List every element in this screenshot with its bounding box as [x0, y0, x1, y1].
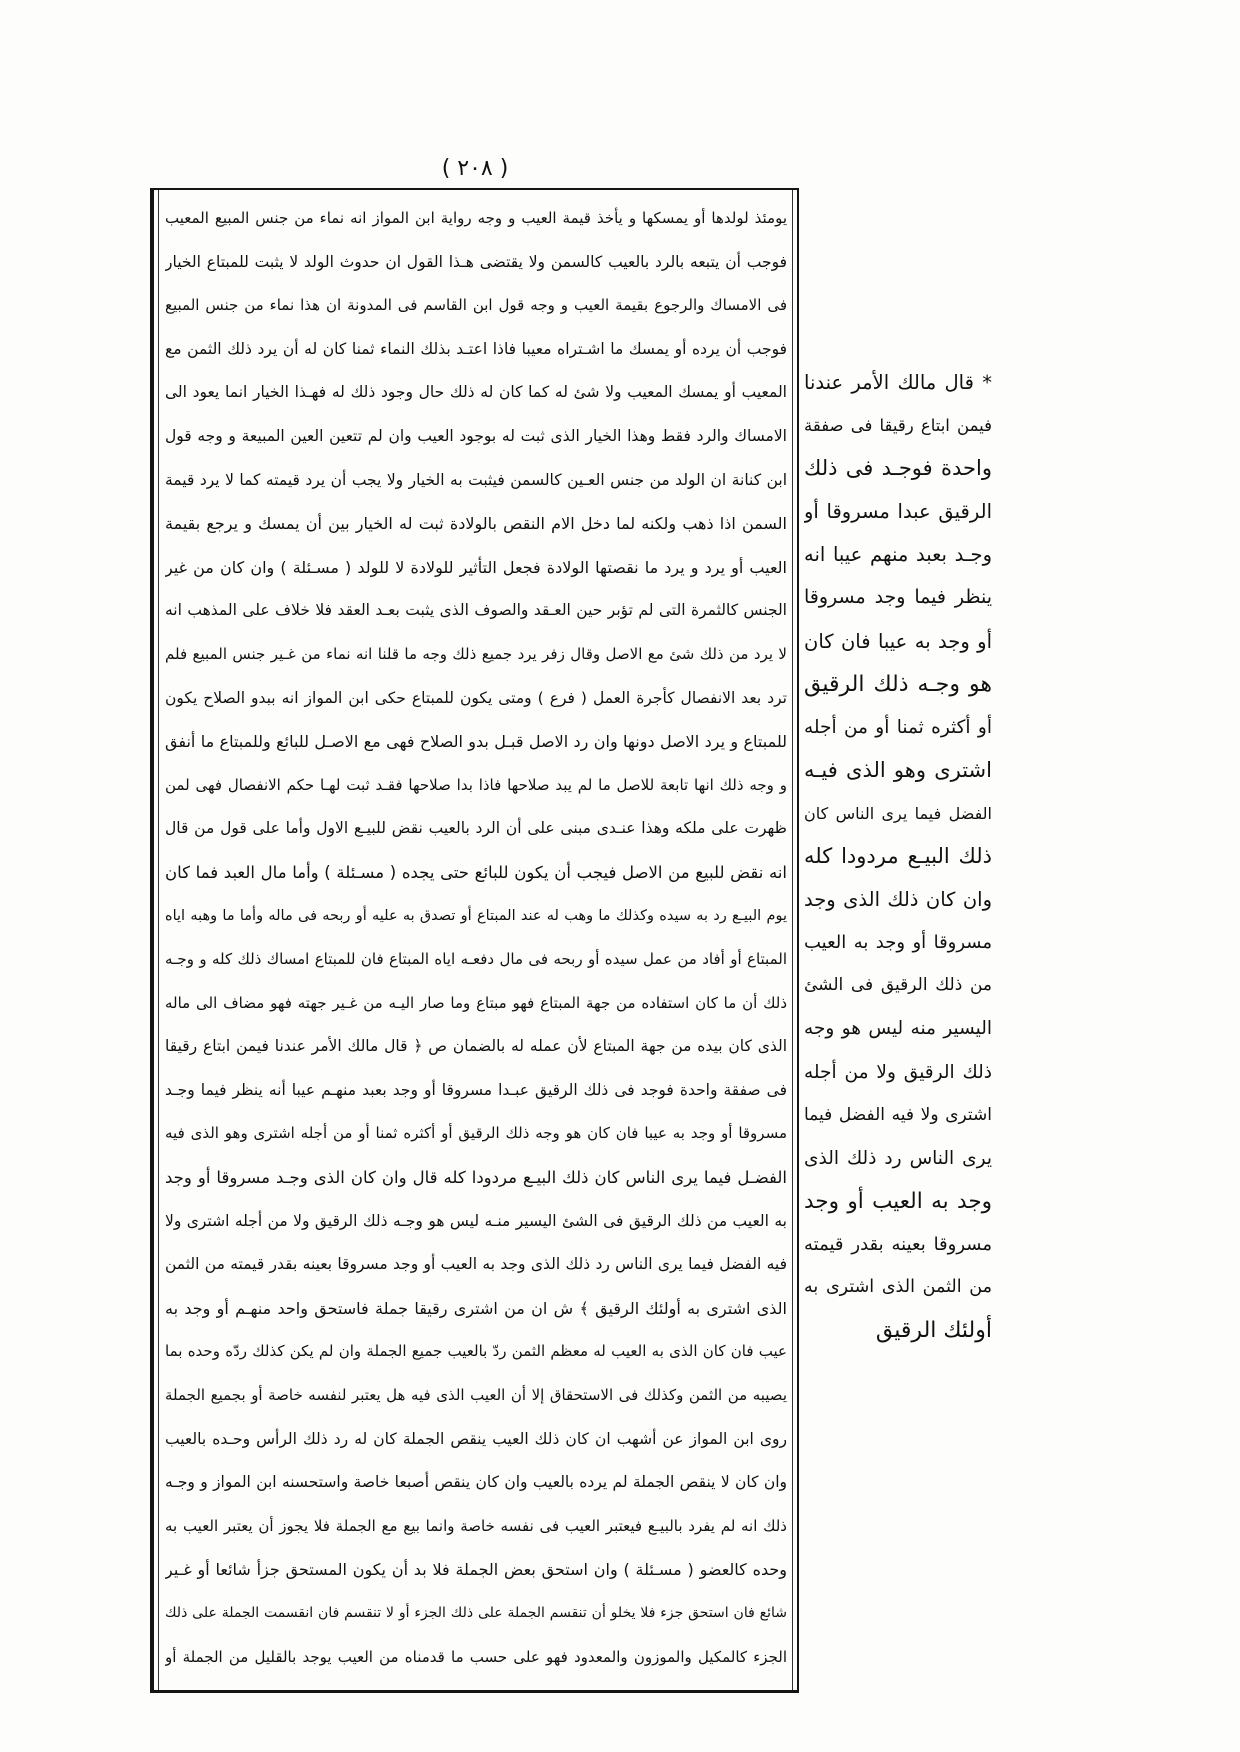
margin-note-line	[804, 1309, 992, 1352]
page-number: ( ٢٠٨ )	[441, 156, 509, 181]
text-line-content: فوجب أن يتبعه بالرد بالعيب كالسمن ولا يقتضى هـذا القول ان حدوث الولد لا يثبت للمبتاع الخيار	[165, 252, 787, 271]
text-line	[165, 807, 787, 851]
text-line-content: فى صفقة واحدة فوجد فى ذلك الرقيق عبـدا مسروقا أو وجد بعبد منهـم عيبا أنه ينظر فيما وجـد	[165, 1080, 787, 1099]
margin-note-line	[804, 964, 992, 1007]
margin-note-line	[804, 1180, 992, 1223]
margin-note-line	[804, 835, 992, 878]
text-line-content: عيب فان كان الذى به العيب له معظم الثمن ردّ بالعيب جميع الجملة وان لم يكن كذلك ردّه وحده بما	[165, 1342, 787, 1361]
margin-note-line	[804, 749, 992, 792]
text-line	[165, 1374, 787, 1418]
text-line	[165, 546, 787, 590]
text-line-content: انه نقض للبيع من الاصل فيجب أن يكون للبائع حتى يجده ( مسـئلة ) وأما مال العبد فما كان	[165, 862, 787, 882]
margin-note-line-content: ينظر فيما وجد مسروقا	[804, 586, 992, 609]
text-line-content: وان كان لا ينقص الجملة لم يرده بالعيب وان كان ينقص أصبعا خاصة واستحسنه ابن المواز و وجـه	[165, 1473, 787, 1492]
margin-note-line	[804, 663, 992, 706]
margin-note-line	[804, 1007, 992, 1050]
text-line-content: فوجب أن يرده أو يمسك ما اشـتراه معيبا فاذا اعتـد بذلك النماء ثمنا كان له أن يرد ذلك الثمن مع	[165, 339, 787, 358]
text-line	[165, 241, 787, 285]
text-line	[165, 1330, 787, 1374]
text-line	[165, 1548, 787, 1592]
text-line-content: الجنس كالثمرة التى لم تؤبر حين العـقد والصوف الذى يثبت بعـد العقد فلا خلاف على المذهب انه	[165, 601, 787, 620]
text-line-content: ابن كنانة ان الولد من جنس العـين كالسمن فيثبت به الخيار ولا يجب أن يرد قيمته كما لا يرد قيمة	[165, 470, 787, 489]
text-line	[165, 938, 787, 982]
text-line-content: المبتاع أو أفاد من عمل سيده أو ربحه فى مال دفعـه اياه المبتاع فان للمبتاع امساك ذلك كله و وجـه	[165, 950, 787, 969]
margin-note-line	[804, 1137, 992, 1180]
margin-note-line-content: هو وجـه ذلك الرقيق	[804, 671, 992, 697]
margin-note-line-content: اشترى ولا فيه الفضل فيما	[804, 1104, 992, 1125]
text-line-content: ترد بعد الانفصال كأجرة العمل ( فرع ) ومتى يكون للمبتاع حكى ابن المواز انه ببدو الصلاح يكون	[165, 688, 787, 707]
margin-note-line-content: الرقيق عبدا مسروقا أو	[804, 500, 992, 524]
text-line	[165, 677, 787, 721]
text-line-content: روى ابن المواز عن أشهب ان كان ذلك العيب ينقص الجملة كان له رد ذلك الرأس وحـده بالعيب	[165, 1429, 787, 1448]
margin-note-line	[804, 533, 992, 576]
text-line-content: ذلك انه لم يفرد بالبيـع فيعتبر العيب فى نفسه خاصة وانما بيع مع الجملة فلا يجوز أن يعتبر العيب به	[165, 1516, 787, 1535]
margin-note-line-content: مسروقا بعينه بقدر قيمته	[804, 1233, 992, 1255]
margin-note-line	[804, 576, 992, 619]
text-line-content: به العيب من ذلك الرقيق فى الشئ اليسير منـه ليس هو وجـه ذلك الرقيق ولا من أجله اشترى ولا	[165, 1211, 787, 1230]
text-line	[165, 1287, 787, 1331]
margin-note-line	[804, 921, 992, 964]
margin-note-line-content: أو أكثره ثمنا أو من أجله	[804, 716, 992, 738]
text-line	[165, 764, 787, 808]
text-line-content: السمن اذا ذهب ولكنه لما دخل الام النقص بالولادة ثبت له الخيار بين أن يمسك و يرجع بقيمة	[165, 514, 787, 534]
text-line	[165, 589, 787, 633]
margin-note-line-content: يرى الناس رد ذلك الذى	[804, 1147, 992, 1169]
margin-note-line-content: مسروقا أو وجد به العيب	[804, 932, 992, 954]
margin-note-line-content: ذلك البيـع مردودا كله	[804, 844, 992, 869]
margin-note-line	[804, 490, 992, 533]
text-line	[165, 284, 787, 328]
margin-note-line	[804, 1094, 992, 1137]
text-line-content: ذلك أن ما كان استفاده من جهة المبتاع فهو مبتاع وما صار اليـه من غـير جهته فهو مضاف الى ماله	[165, 993, 787, 1012]
text-line	[165, 1592, 787, 1636]
text-line	[165, 415, 787, 459]
text-line-content: المعيب أو يمسك المعيب ولا شئ له كما كان له ذلك حال وجود ذلك له فهـذا الخيار انما يعود الى	[165, 383, 787, 402]
margin-note-line	[804, 1266, 992, 1309]
margin-note-column	[804, 361, 992, 1352]
margin-note-line	[804, 1051, 992, 1094]
text-line-content: فى الامساك والرجوع بقيمة العيب و وجه قول ابن القاسم فى المدونة ان هذا نماء من جنس المبيع	[165, 296, 787, 315]
margin-note-line	[804, 706, 992, 749]
text-line-content: مسروقا أو وجد به عيبا فان كان هو وجه ذلك الرقيق أو أكثره ثمنا أو من أجله اشترى وهو الذى فيه	[165, 1124, 787, 1143]
text-line	[165, 1156, 787, 1200]
text-line	[165, 459, 787, 503]
margin-note-line-content: اليسير منه ليس هو وجه	[804, 1018, 992, 1040]
margin-note-line	[804, 447, 992, 490]
margin-note-line-content: اشترى وهو الذى فيـه	[804, 757, 992, 782]
text-line-content: يومئذ لولدها أو يمسكها و يأخذ قيمة العيب و وجه رواية ابن المواز انه نماء من جنس المبيع المعيب	[165, 209, 787, 227]
text-line	[165, 1636, 787, 1680]
text-line	[165, 633, 787, 677]
text-line	[165, 502, 787, 546]
margin-note-line-content: من ذلك الرقيق فى الشئ	[804, 975, 992, 996]
text-line-content: لا يرد من ذلك شئ مع الاصل وقال زفر يرد جميع ذلك وجه ما قلنا انه نماء من غـير جنس المبيع فلم	[165, 644, 787, 663]
text-line-content: الامساك والرد فقط وهذا الخيار الذى ثبت له بوجود العيب وان لم تتعين العين المبيعة و وجه قول	[165, 426, 787, 445]
margin-note-line	[804, 361, 992, 404]
margin-note-line-content: أو وجد به عيبا فان كان	[804, 629, 992, 653]
text-line-content: و وجه ذلك انها تابعة للاصل ما لم يبد صلاحها فاذا بدا صلاحها فقـد ثبت لهـا حكم الانفصال فهى لمن	[165, 775, 787, 794]
main-text-column	[165, 197, 787, 1679]
margin-note-line	[804, 1223, 992, 1266]
margin-note-line-content: وجد به العيب أو وجد	[804, 1188, 992, 1214]
margin-note-line-content: وان كان ذلك الذى وجد	[804, 888, 992, 912]
margin-note-line	[804, 620, 992, 663]
text-line-content: يصيبه من الثمن وكذلك فى الاستحقاق إلا أن العيب الذى فيه هل يعتبر لنفسه خاصة أو بجميع الجملة	[165, 1386, 787, 1405]
margin-note-line-content: أولئك الرقيق	[875, 1318, 992, 1344]
text-line-content: ظهرت على ملكه وهذا عنـدى مبنى على أن الرد بالعيب نقض للبيـع الاول وأما على قول من قال	[165, 819, 787, 838]
text-line	[165, 895, 787, 939]
text-line-content: وحده كالعضو ( مسـئلة ) وان استحق بعض الجملة فلا بد أن يكون المستحق جزأ شائعا أو غـير	[165, 1560, 787, 1580]
margin-note-line-content: الفضل فيما يرى الناس كان	[804, 803, 992, 823]
margin-note-line	[804, 404, 992, 447]
text-line-content: يوم البيـع رد به سيده وكذلك ما وهب له عند المبتاع أو تصدق به عليه أو ربحه فى ماله وأما ما وهبه اياه	[165, 907, 787, 924]
text-line-content: العيب أو يرد و يرد ما نقصتها الولادة فجعل التأثير للولادة لا للولد ( مسـئلة ) وان كان من غير	[165, 557, 787, 577]
text-line	[165, 851, 787, 895]
text-line	[165, 1505, 787, 1549]
text-line-content: شائع فان استحق جزء فلا يخلو أن تنقسم الجملة على ذلك الجزء أو لا تنقسم فان انقسمت الجملة على ذلك	[165, 1605, 787, 1621]
text-line-content: فيه الفضل فيما يرى الناس رد ذلك الذى وجد به العيب أو وجد مسروقا بعينه بقدر قيمته من الثمن	[165, 1255, 787, 1274]
text-line	[165, 1243, 787, 1287]
text-line	[165, 1418, 787, 1462]
text-line-content: الذى كان بيده من جهة المبتاع لأن عمله له بالضمان ص ﴿ قال مالك الأمر عندنا فيمن ابتاع رقيقا	[165, 1037, 787, 1056]
text-line	[165, 1025, 787, 1069]
margin-note-line-content: * قال مالك الأمر عندنا	[804, 371, 992, 394]
margin-note-line-content: من الثمن الذى اشترى به	[804, 1276, 992, 1297]
text-line	[165, 1112, 787, 1156]
margin-note-line	[804, 878, 992, 921]
text-line	[165, 371, 787, 415]
margin-note-line-content: واحدة فوجـد فى ذلك	[804, 456, 992, 481]
text-line	[165, 720, 787, 764]
text-line-content: الذى اشترى به أولئك الرقيق ﴾ ش ان من اشترى رقيقا جملة فاستحق واحد منهـم أو وجد به	[165, 1298, 787, 1318]
text-line	[165, 1461, 787, 1505]
margin-note-line	[804, 792, 992, 835]
text-line	[165, 1200, 787, 1244]
text-line	[165, 197, 787, 241]
text-line	[165, 1069, 787, 1113]
text-line-content: للمبتاع و يرد الاصل دونها وان رد الاصل قبـل بدو الصلاح فهى مع الاصـل للبائع وللمبتاع ما أنفق	[165, 732, 787, 752]
margin-note-line-content: ذلك الرقيق ولا من أجله	[804, 1061, 992, 1083]
text-line	[165, 328, 787, 372]
text-line-content: الفضـل فيما يرى الناس كان ذلك البيـع مردودا كله قال وان كان الذى وجـد مسروقا أو وجد	[165, 1168, 787, 1188]
text-line-content: الجزء كالمكيل والموزون والمعدود فهو على حسب ما قدمناه من العيب يوجد بالقليل من الجملة أو	[165, 1647, 787, 1666]
text-line	[165, 982, 787, 1026]
margin-note-line-content: فيمن ابتاع رقيقا فى صفقة	[804, 416, 992, 436]
margin-note-line-content: وجـد بعبد منهم عيبا انه	[804, 543, 992, 567]
